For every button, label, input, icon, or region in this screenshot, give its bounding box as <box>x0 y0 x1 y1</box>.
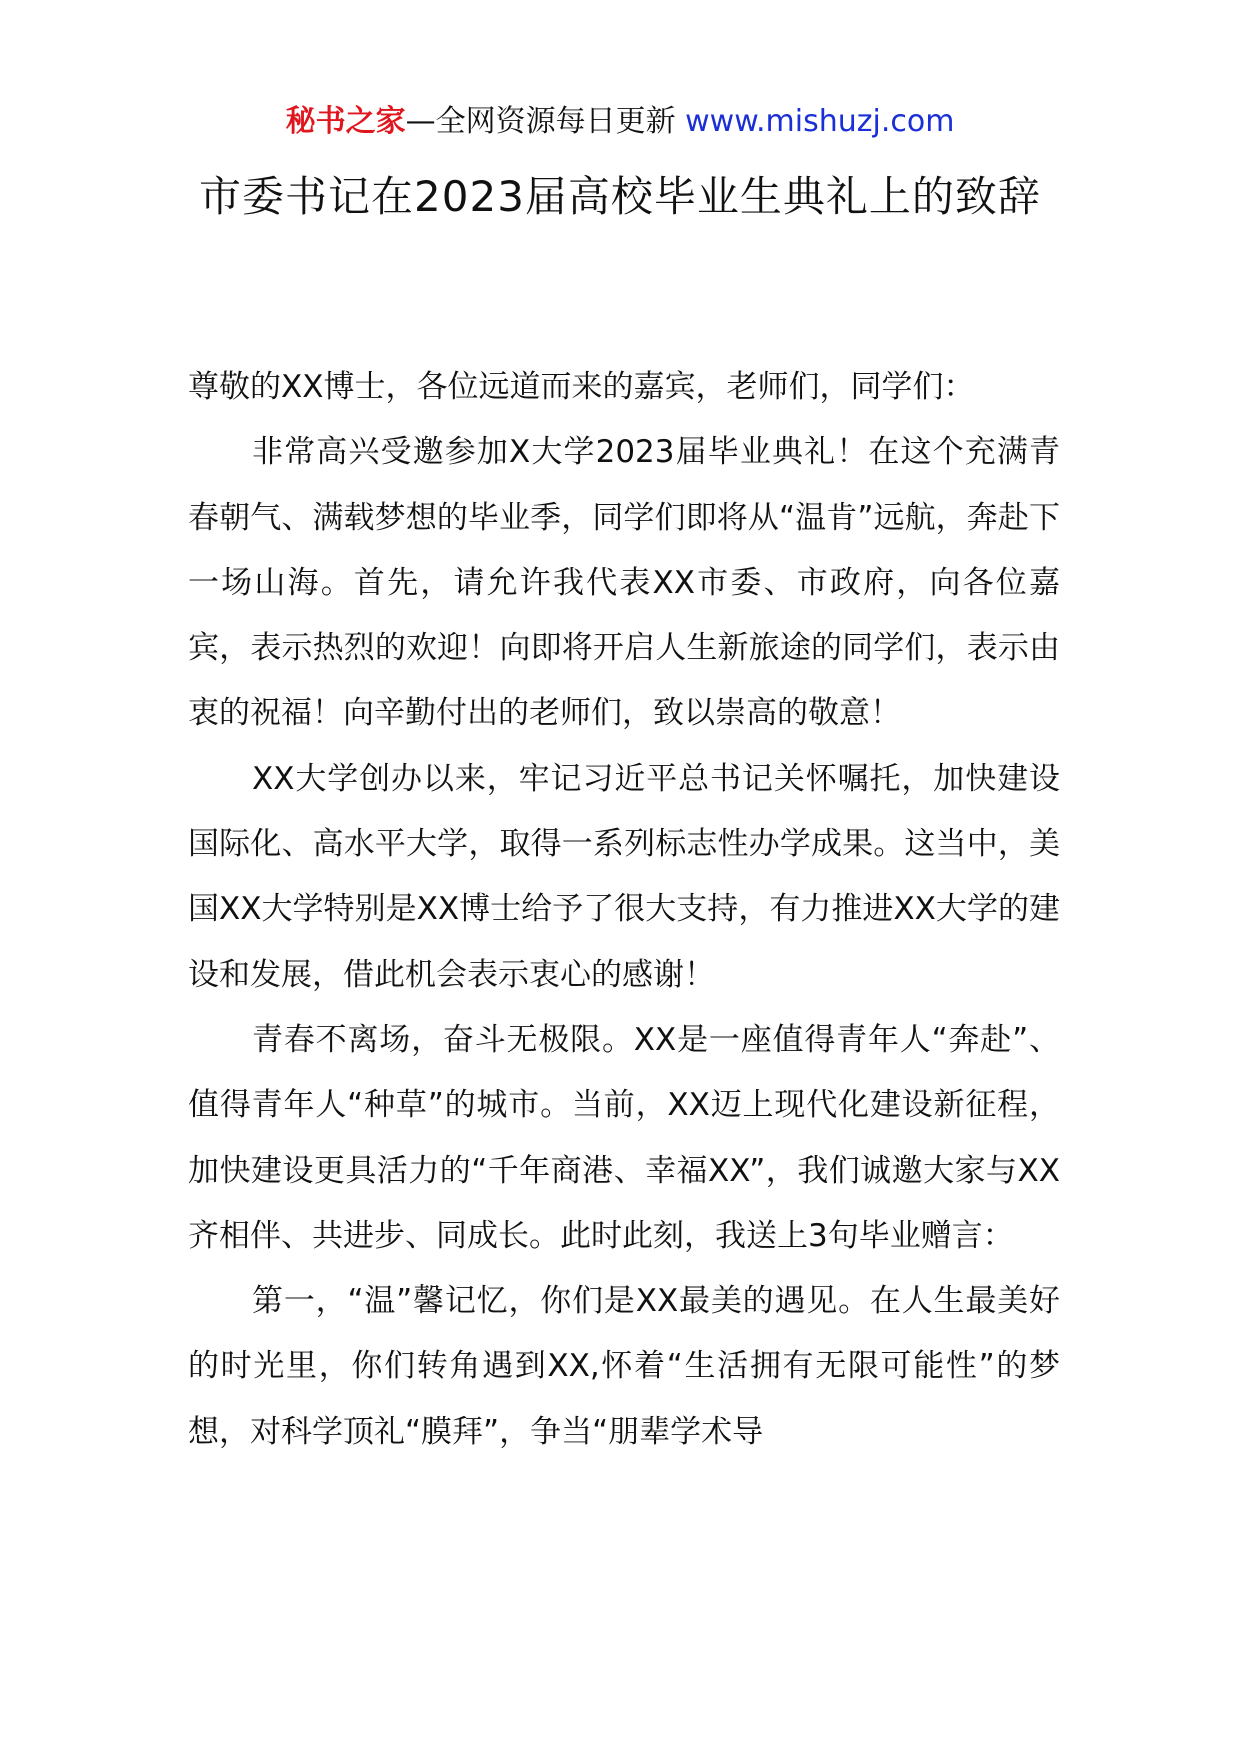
site-header <box>0 102 1240 142</box>
paragraph: 非常高兴受邀参加X大学2023届毕业典礼！在这个充满青春朝气、满载梦想的毕业季，同学们即将从“温肯”远航，奔赴下一场山海。首先，请允许我代表XX市委、市政府，向各位嘉宾，表示热烈的欢迎！向即将开启人生新旅途的同学们，表示由衷的祝福！向辛勤付出的老师们，致以崇高的敬意！ <box>188 434 1060 732</box>
paragraph: 青春不离场，奋斗无极限。XX是一座值得青年人“奔赴”、值得青年人“种草”的城市。当前，XX迈上现代化建设新征程，加快建设更具活力的“千年商港、幸福XX”，我们诚邀大家与XX齐相伴、共进步、同成长。此时此刻，我送上3句毕业赠言： <box>188 1021 1060 1254</box>
document-body <box>188 355 1060 1465</box>
document-title: 市委书记在2023届高校毕业生典礼上的致辞 <box>199 172 1041 221</box>
paragraph: XX大学创办以来，牢记习近平总书记关怀嘱托，加快建设国际化、高水平大学，取得一系列标志性办学成果。这当中，美国XX大学特别是XX博士给予了很大支持，有力推进XX大学的建设和发展，借此机会表示衷心的感谢！ <box>188 760 1060 993</box>
site-url-link[interactable]: www.mishuzj.com <box>685 104 955 139</box>
header-slogan: —全网资源每日更新 <box>405 104 686 139</box>
salutation: 尊敬的XX博士，各位远道而来的嘉宾，老师们，同学们： <box>188 369 975 405</box>
brand-name: 秘书之家 <box>285 104 406 139</box>
paragraph: 第一，“温”馨记忆，你们是XX最美的遇见。在人生最美好的时光里，你们转角遇到XX,怀着“生活拥有无限可能性”的梦想，对科学顶礼“膜拜”，争当“朋辈学术导 <box>188 1283 1060 1450</box>
